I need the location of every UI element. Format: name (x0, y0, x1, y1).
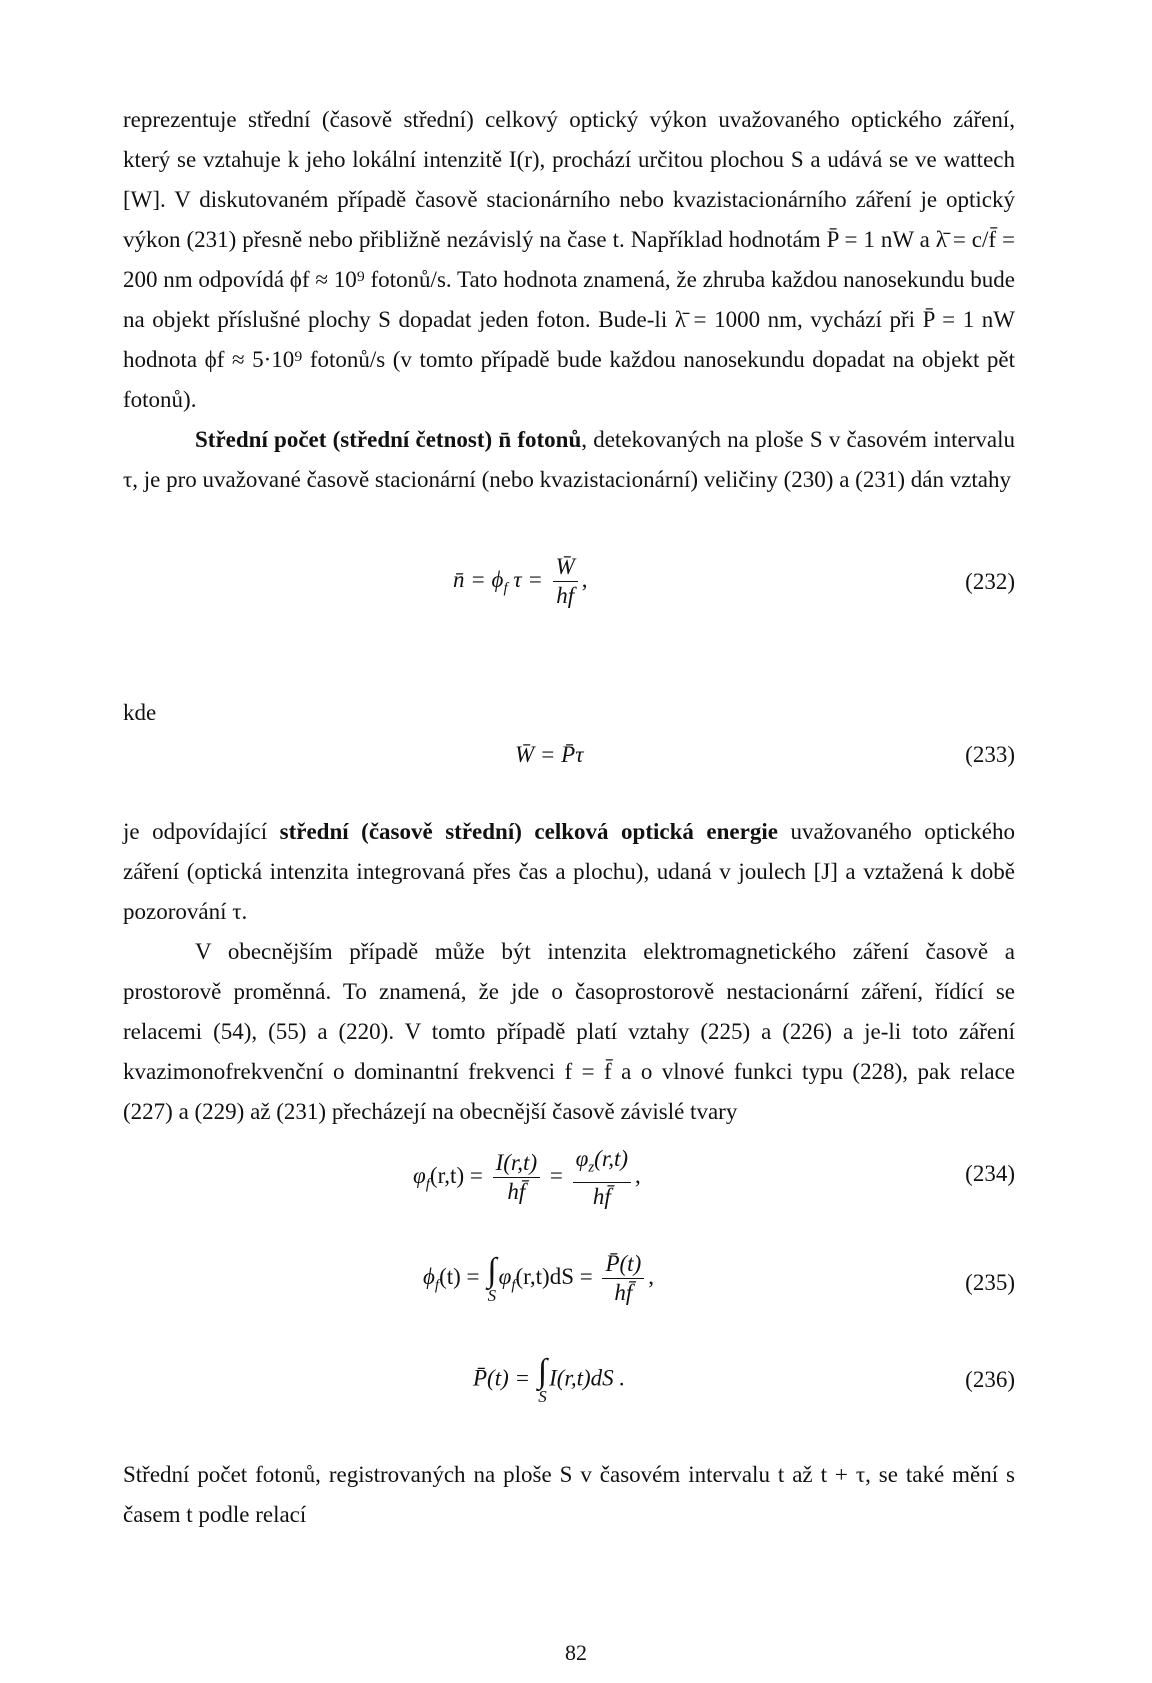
equation-235-integrand: φ (498, 1263, 512, 1289)
paragraph-mean-photon-count-rest: , detekovaných na ploše S v časovém intervalu τ, je pro uvažované časově stacionární (nebo kvazistacionární) veličiny (230) a (231) dán vztahy (123, 427, 1015, 492)
equation-235-number: (235) (965, 1270, 1015, 1295)
equation-236-number: (236) (965, 1367, 1015, 1392)
equation-235-lhs: ϕ (423, 1263, 435, 1289)
equation-234 (123, 1145, 1015, 1209)
equation-234-denominator-2: hf̄ (573, 1182, 631, 1211)
equation-234-numerator-2-arg: (r,t) (594, 1146, 629, 1171)
equation-236-limit: S (538, 1387, 547, 1406)
equation-232-lhs: n̄ = ϕ (453, 566, 504, 592)
equation-236-lhs: P̄(t) = (473, 1365, 531, 1391)
equation-235-integrand-arg: (r,t)dS = (515, 1263, 593, 1289)
bold-term-mean-photon-count: Střední počet (střední četnost) n̄ fotonů (195, 427, 582, 452)
equation-234-numerator-2 (573, 1145, 631, 1182)
paragraph-optical-power: reprezentuje střední (časově střední) celkový optický výkon uvažovaného optického záření, který se vztahuje k jeho lokální intenzitě I(r), prochází určitou plochou S a udává se ve wattech [W]. V diskutovaném případě časově stacionárního nebo kvazistacionárního záření je optický výkon (231) přesně nebo přibližně nezávislý na čase t. Například hodnotám P̄ = 1 nW a λ̄ = c/f̄ = 200 nm odpovídá ϕf ≈ 10⁹ fotonů/s. Tato hodnota znamená, že zhruba každou nanosekundu bude na objekt příslušné plochy S dopadat jeden foton. Bude-li λ̄ = 1000 nm, vychází při P̄ = 1 nW hodnota ϕf ≈ 5·10⁹ fotonů/s (v tomto případě bude každou nanosekundu dopadat na objekt pět fotonů). (123, 107, 1015, 412)
equation-235-limit: S (487, 1285, 497, 1305)
paragraph-mean-energy (123, 812, 1015, 932)
equation-234-number: (234) (965, 1161, 1015, 1186)
equation-232-number: (232) (965, 569, 1015, 594)
equation-233 (123, 742, 1015, 802)
equation-235-denominator: hf̄ (602, 1278, 644, 1307)
paragraph-mean-photon-count (123, 420, 1015, 500)
equation-234-sub: f (425, 1176, 430, 1193)
equation-232-fraction (553, 553, 578, 610)
equation-234-body: $\varphi_f(r,t)$ = $\frac{I(r,t)}{hf̄}$ = $\frac{\varphi_z(r,t)}{hf̄}$ , (413, 1146, 641, 1209)
equation-236-body (473, 1355, 625, 1405)
paragraph-general-case: V obecnějším případě může být intenzita elektromagnetického záření časově a prostorově proměnná. To znamená, že jde o časoprostorově nestacionární záření, řídící se relacemi (54), (55) a (220). V tomto případě platí vztahy (225) a (226) a je-li toto záření kvazimonofrekvenční o dominantní frekvenci f = f̄ a o vlnové funkci typu (228), pak relace (227) a (229) až (231) přecházejí na obecnější časově závislé tvary (123, 939, 1015, 1124)
equation-234-numerator-2-symbol: φ (575, 1146, 589, 1171)
equation-232-body: n̄ = $\phi_f$ τ = $\frac{W̄}{hf}$ , (453, 554, 588, 608)
equation-233-number: (233) (965, 742, 1015, 767)
equation-234-lhs: φ (413, 1163, 426, 1189)
equation-232-numerator: W̄ (555, 554, 575, 579)
equation-233-body: W̄ = P̄τ (515, 742, 584, 767)
equation-236 (123, 1355, 1015, 1415)
equation-236-integrand: I(r,t)dS . (549, 1365, 626, 1391)
equation-235-numerator: P̄(t) (605, 1251, 642, 1276)
equation-232-sub: f (503, 580, 508, 597)
equation-232 (123, 553, 1015, 613)
integral-sign: ∫ (487, 1251, 497, 1289)
integral-sign: ∫ (537, 1353, 548, 1390)
equation-235-sub: f (434, 1277, 440, 1294)
paragraph-mean-energy-rest: uvažovaného optického záření (optická intenzita integrovaná přes čas a plochu), udaná v joulech [J] a vztažená k době pozorování τ. (123, 819, 1016, 924)
equation-234-denominator-1: hf̄ (493, 1177, 541, 1206)
page-number: 82 (565, 1640, 587, 1665)
equation-235-integral (487, 1251, 497, 1305)
equation-232-mid: τ = (513, 566, 543, 592)
equation-236-integral (538, 1355, 547, 1405)
equation-235-body: $\phi_f(t)$ = ∫ S $\varphi_f(r,t)dS$ = $\frac{P̄(t)}{hf̄}$ , (423, 1251, 654, 1305)
paragraph-mean-energy-start: je odpovídající (123, 819, 280, 844)
equation-234-fraction-2 (573, 1145, 631, 1211)
equation-235-fraction (602, 1250, 644, 1307)
equation-234-fraction-1 (493, 1149, 541, 1206)
paragraph-time-dependent-count: Střední počet fotonů, registrovaných na ploše S v časovém intervalu t až t + τ, se také mění s časem t podle relací (123, 1462, 1015, 1527)
equation-235-integrand-sub: f (511, 1277, 516, 1294)
equation-234-arg: (r,t) = (429, 1163, 483, 1189)
equation-235 (123, 1250, 1015, 1310)
equation-234-numerator-1: I(r,t) (495, 1150, 538, 1176)
label-kde: kde (123, 700, 157, 725)
equation-234-numerator-2-sub: z (588, 1159, 595, 1176)
equation-235-arg: (t) = (439, 1263, 480, 1289)
bold-term-mean-energy: střední (časově střední) celková optická energie (279, 819, 778, 844)
equation-232-denominator: hf (553, 581, 578, 610)
